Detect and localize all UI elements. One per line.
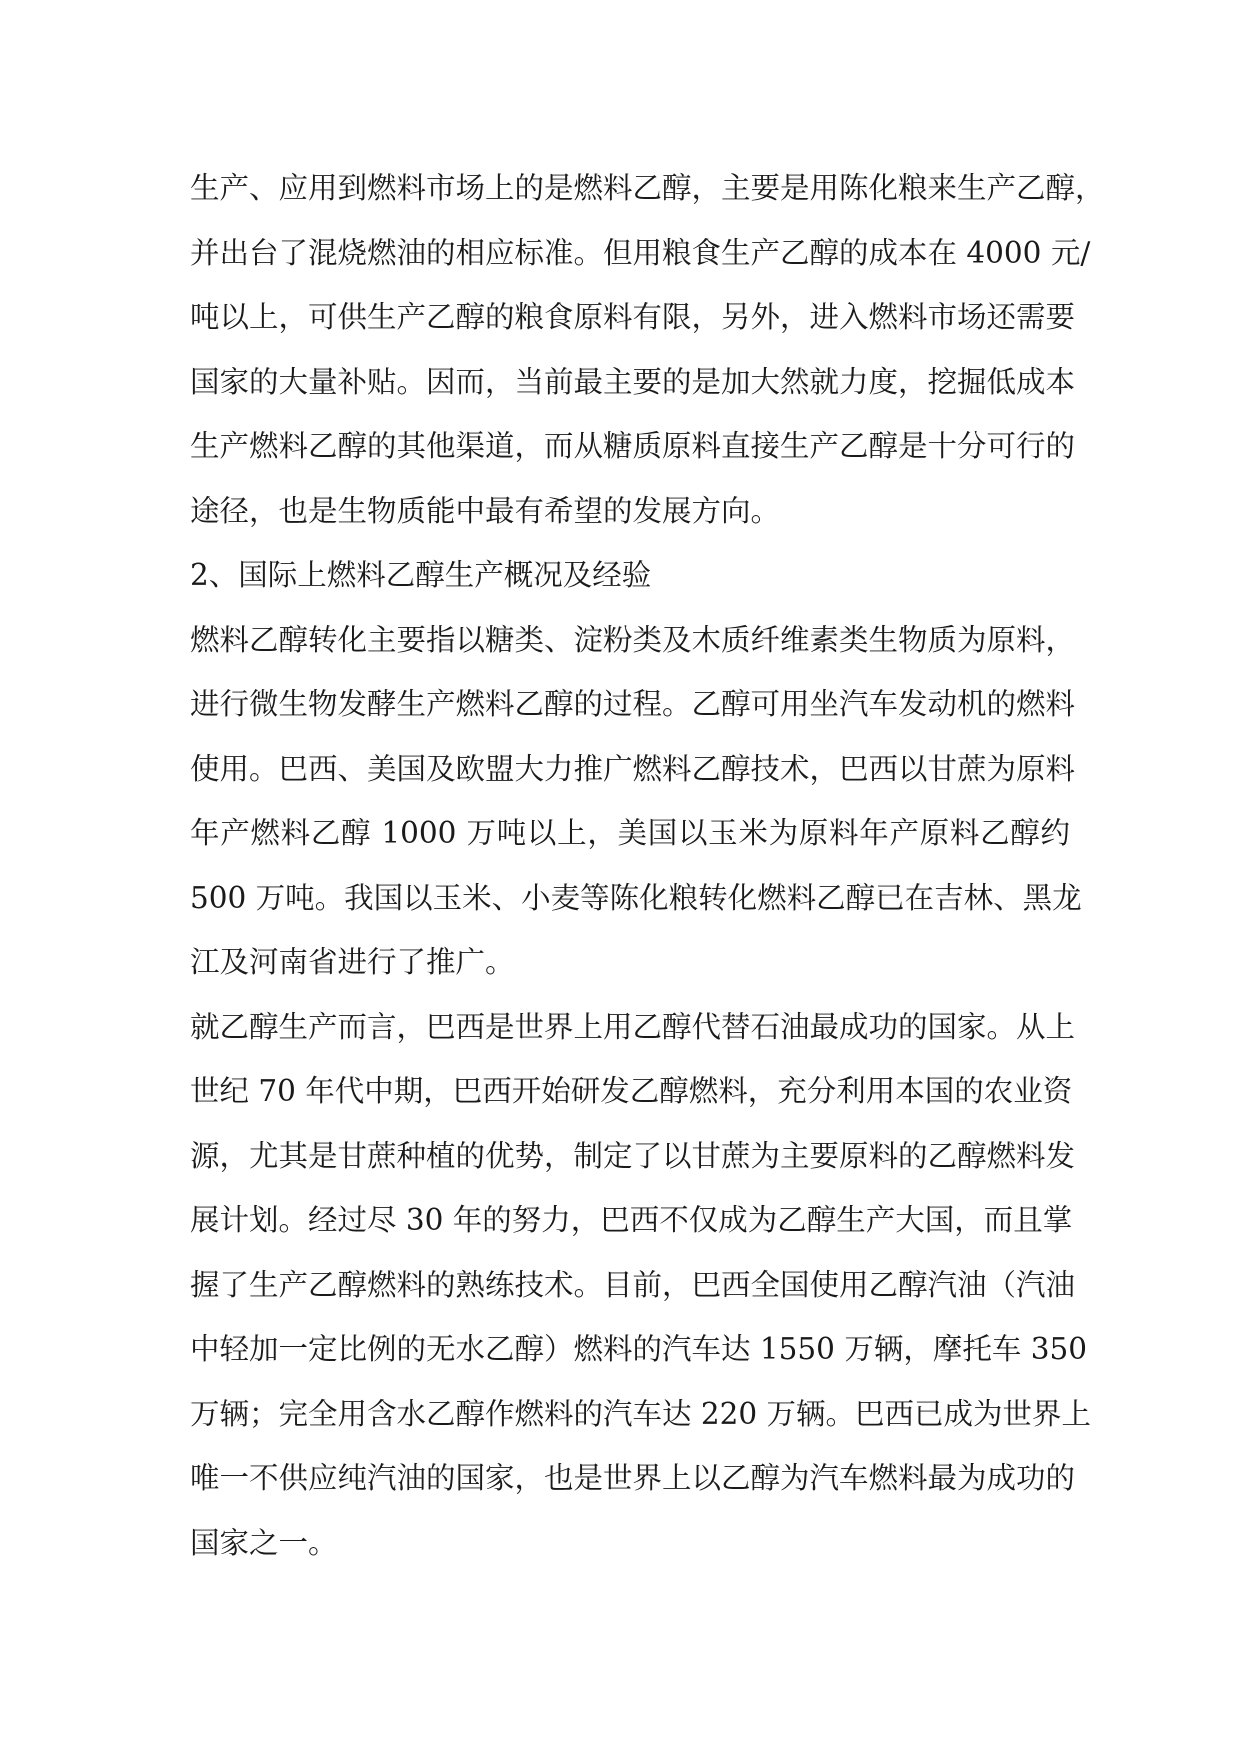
text-line: 国家之一。	[190, 1525, 338, 1560]
text-line: 吨以上，可供生产乙醇的粮食原料有限，另外，进入燃料市场还需要	[190, 300, 1076, 334]
text-line: 唯一不供应纯汽油的国家，也是世界上以乙醇为汽车燃料最为成功的	[190, 1461, 1076, 1495]
text-line: 生产、应用到燃料市场上的是燃料乙醇，主要是用陈化粮来生产乙醇，	[190, 171, 1105, 205]
text-line: 生产燃料乙醇的其他渠道，而从糖质原料直接生产乙醇是十分可行的	[190, 429, 1076, 463]
text-line: 途径，也是生物质能中最有希望的发展方向。	[190, 493, 781, 528]
document-body	[190, 156, 1105, 1575]
text-line: 展计划。经过尽 30 年的努力，巴西不仅成为乙醇生产大国，而且掌	[190, 1203, 1073, 1237]
text-line: 500 万吨。我国以玉米、小麦等陈化粮转化燃料乙醇已在吉林、黑龙	[190, 880, 1082, 915]
text-line: 握了生产乙醇燃料的熟练技术。目前，巴西全国使用乙醇汽油（汽油	[190, 1267, 1076, 1302]
text-line: 万辆；完全用含水乙醇作燃料的汽车达 220 万辆。巴西已成为世界上	[190, 1396, 1092, 1431]
text-line: 源，尤其是甘蔗种植的优势，制定了以甘蔗为主要原料的乙醇燃料发	[190, 1138, 1076, 1173]
text-line: 并出台了混烧燃油的相应标准。但用粮食生产乙醇的成本在 4000 元/	[190, 235, 1091, 270]
text-line: 燃料乙醇转化主要指以糖类、淀粉类及木质纤维素类生物质为原料，	[190, 622, 1076, 657]
text-line: 进行微生物发酵生产燃料乙醇的过程。乙醇可用坐汽车发动机的燃料	[190, 687, 1076, 721]
section-heading: 2、国际上燃料乙醇生产概况及经验	[190, 558, 652, 592]
text-line: 年产燃料乙醇 1000 万吨以上，美国以玉米为原料年产原料乙醇约	[190, 816, 1070, 850]
text-line: 使用。巴西、美国及欧盟大力推广燃料乙醇技术，巴西以甘蔗为原料	[190, 751, 1076, 786]
text-line: 中轻加一定比例的无水乙醇）燃料的汽车达 1550 万辆，摩托车 350	[190, 1332, 1088, 1366]
text-line: 江及河南省进行了推广。	[190, 945, 515, 979]
text-line: 国家的大量补贴。因而，当前最主要的是加大然就力度，挖掘低成本	[190, 364, 1076, 399]
text-line: 就乙醇生产而言，巴西是世界上用乙醇代替石油最成功的国家。从上	[190, 1009, 1076, 1044]
text-line: 世纪 70 年代中期，巴西开始研发乙醇燃料，充分利用本国的农业资	[190, 1074, 1073, 1108]
